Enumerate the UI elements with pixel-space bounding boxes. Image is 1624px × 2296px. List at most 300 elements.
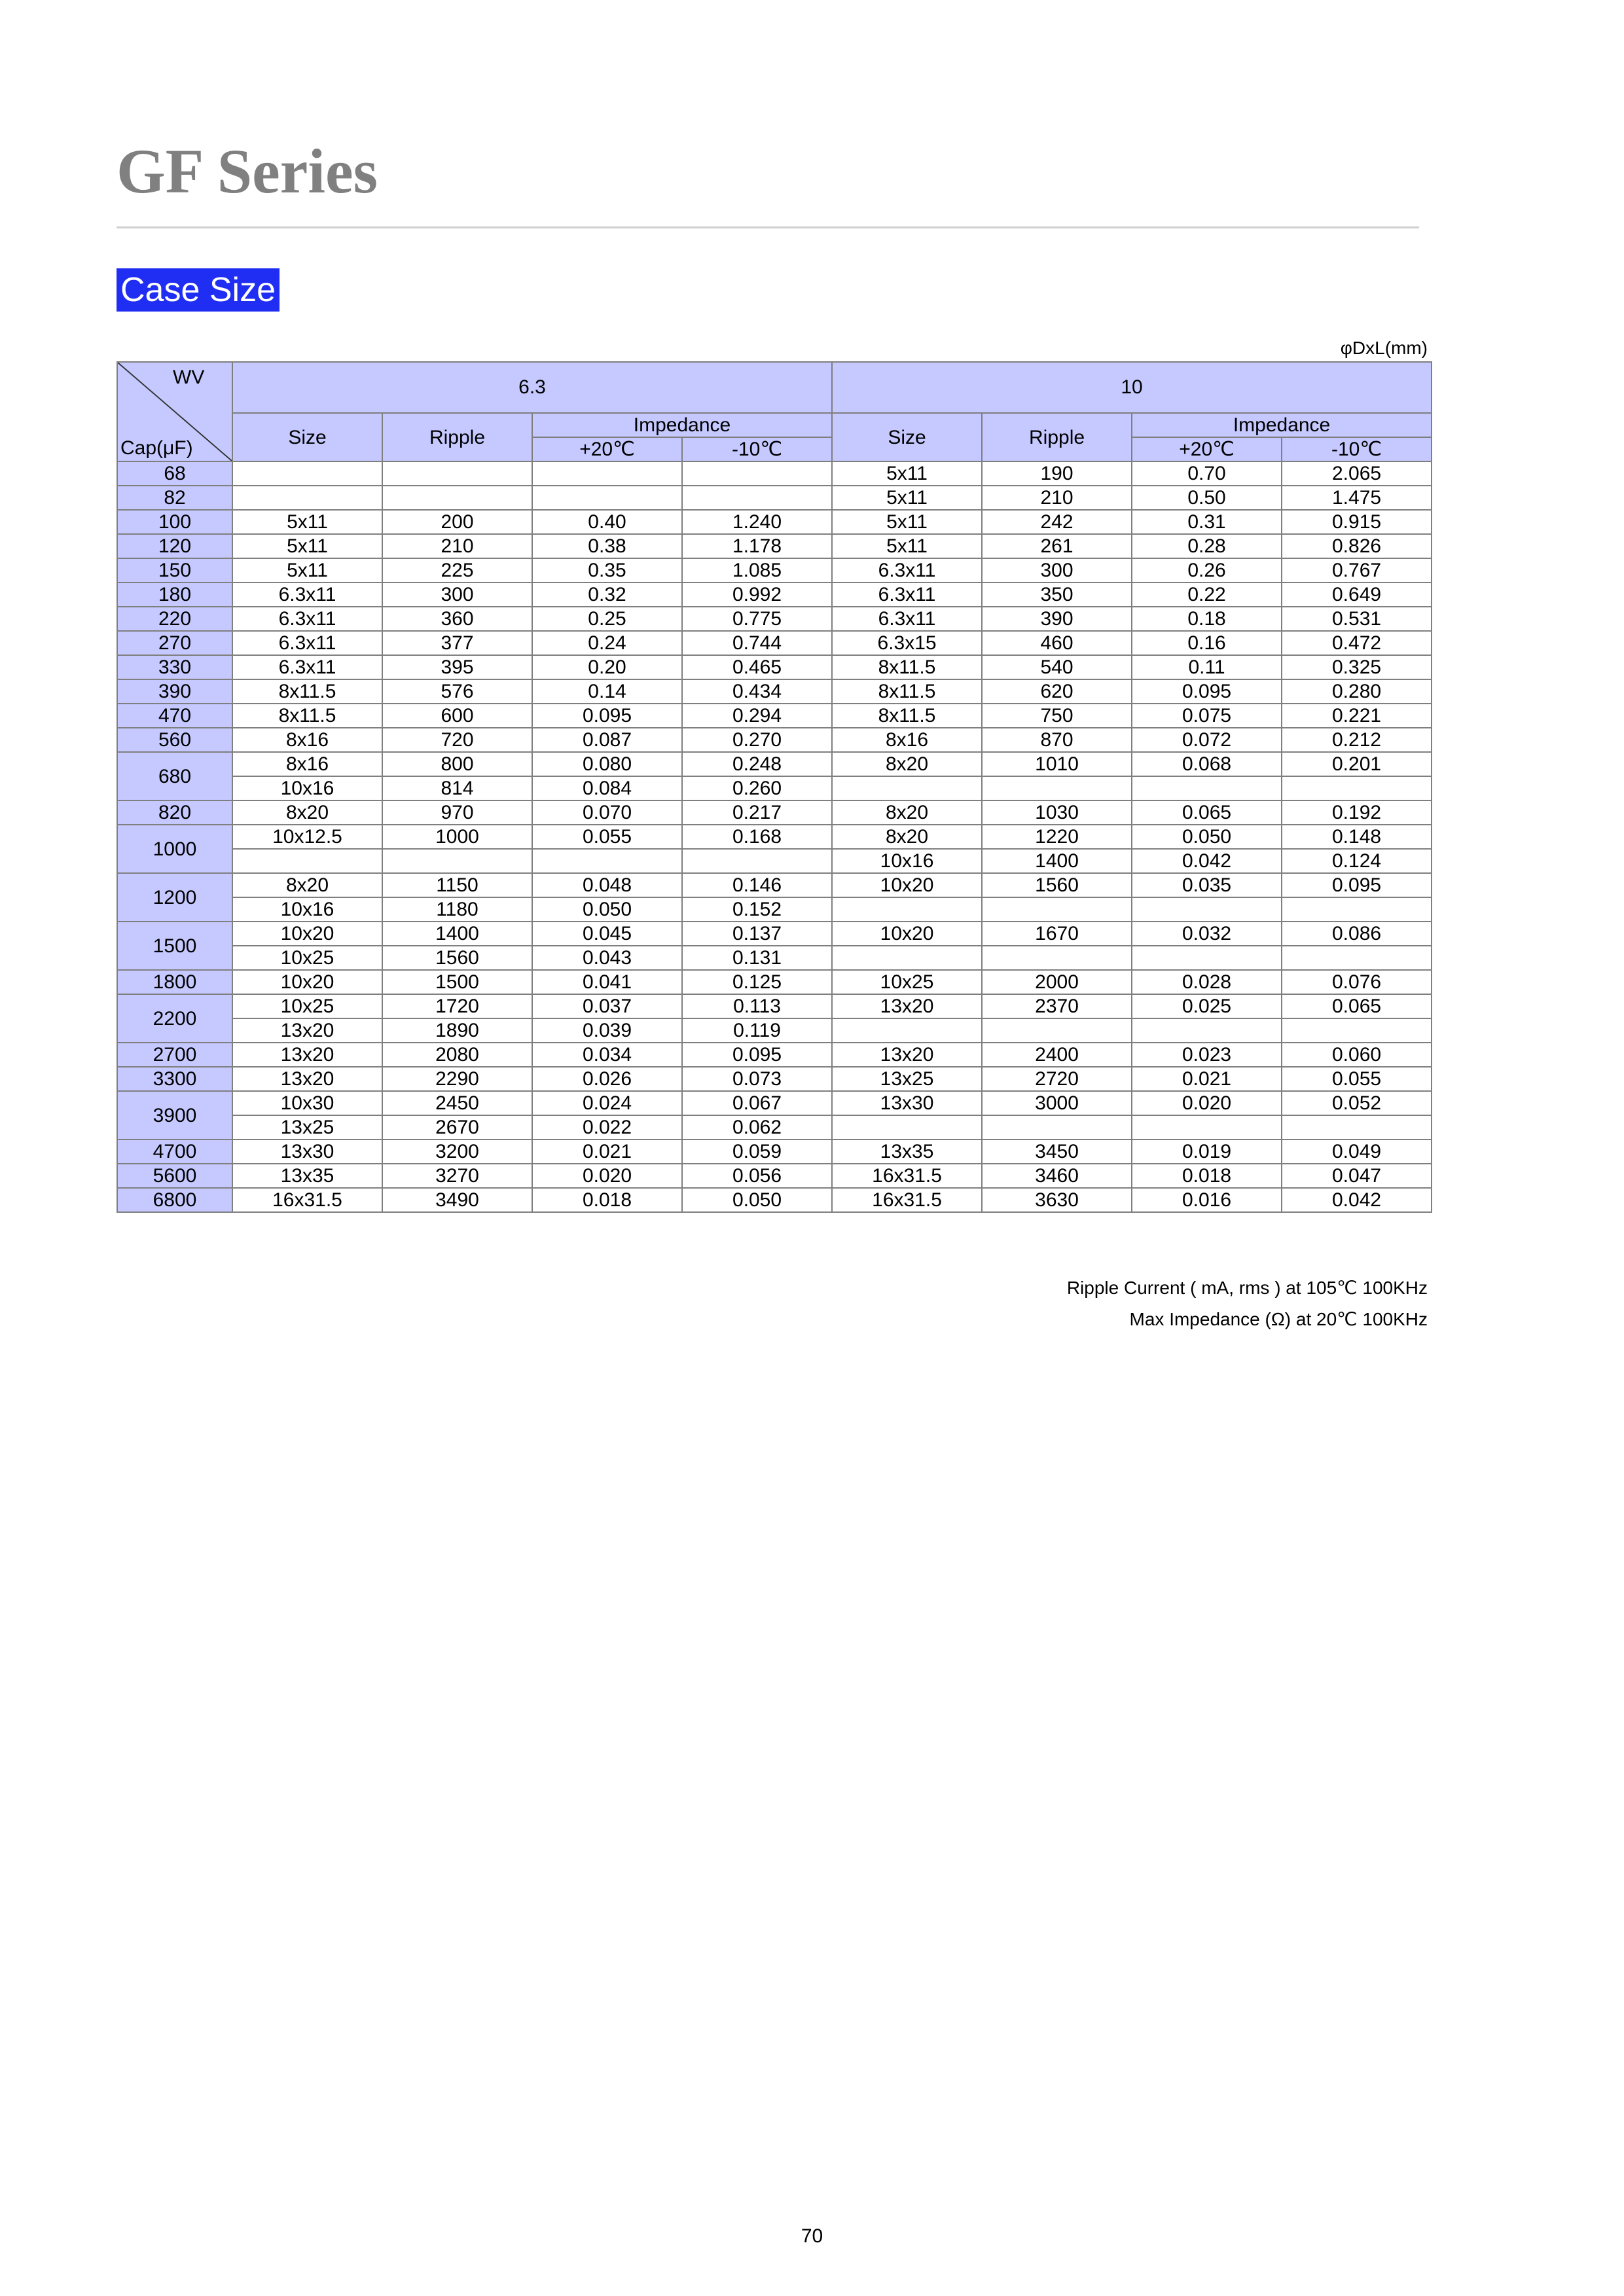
size-cell: 6.3x11 [832, 558, 982, 583]
size-cell: 10x20 [832, 922, 982, 946]
ripple-cell: 3630 [982, 1188, 1132, 1212]
impedance-plus20-cell [1132, 776, 1282, 800]
impedance-plus20-cell: 0.023 [1132, 1043, 1282, 1067]
size-cell: 10x16 [832, 849, 982, 873]
ripple-cell: 970 [382, 800, 532, 825]
size-cell: 13x30 [832, 1091, 982, 1115]
ripple-cell: 1890 [382, 1018, 532, 1043]
impedance-plus20-cell: 0.065 [1132, 800, 1282, 825]
cap-value-cell: 680 [117, 752, 232, 800]
size-cell [232, 486, 382, 510]
ripple-cell: 3000 [982, 1091, 1132, 1115]
impedance-plus20-cell: 0.087 [532, 728, 682, 752]
impedance-minus10-cell: 0.050 [682, 1188, 832, 1212]
impedance-plus20-cell: 0.037 [532, 994, 682, 1018]
size-cell: 10x30 [232, 1091, 382, 1115]
impedance-plus20-cell: 0.70 [1132, 461, 1282, 486]
impedance-minus10-cell: 0.047 [1282, 1164, 1432, 1188]
impedance-minus10-cell: 0.124 [1282, 849, 1432, 873]
ripple-cell [982, 776, 1132, 800]
impedance-plus20-cell: 0.32 [532, 583, 682, 607]
impedance-minus10-cell: 0.113 [682, 994, 832, 1018]
size-cell: 10x25 [232, 994, 382, 1018]
ripple-cell: 750 [982, 704, 1132, 728]
impedance-plus20-cell: 0.045 [532, 922, 682, 946]
impedance-minus10-cell [1282, 897, 1432, 922]
cap-value-cell: 150 [117, 558, 232, 583]
impedance-plus20-cell [1132, 1115, 1282, 1139]
table-row [117, 897, 1432, 922]
impedance-minus10-cell: 0.062 [682, 1115, 832, 1139]
voltage-group-10: 10 [832, 362, 1432, 413]
size-cell: 5x11 [232, 510, 382, 534]
ripple-cell: 2720 [982, 1067, 1132, 1091]
ripple-cell: 350 [982, 583, 1132, 607]
table-row [117, 461, 1432, 486]
impedance-minus10-cell: 0.059 [682, 1139, 832, 1164]
cap-value-cell: 100 [117, 510, 232, 534]
cap-value-cell: 180 [117, 583, 232, 607]
impedance-plus20-cell: 0.039 [532, 1018, 682, 1043]
size-cell: 6.3x11 [232, 631, 382, 655]
section-heading: Case Size [117, 268, 280, 312]
size-cell: 6.3x11 [832, 583, 982, 607]
size-cell: 13x20 [232, 1067, 382, 1091]
ripple-cell [982, 897, 1132, 922]
ripple-cell: 2400 [982, 1043, 1132, 1067]
size-cell [232, 849, 382, 873]
table-row [117, 558, 1432, 583]
impedance-minus10-cell: 0.260 [682, 776, 832, 800]
size-cell: 10x20 [232, 970, 382, 994]
ripple-cell: 1220 [982, 825, 1132, 849]
ripple-cell: 3460 [982, 1164, 1132, 1188]
impedance-plus20-cell: 0.055 [532, 825, 682, 849]
impedance-minus10-cell: 0.042 [1282, 1188, 1432, 1212]
cap-value-cell: 270 [117, 631, 232, 655]
ripple-cell: 2370 [982, 994, 1132, 1018]
impedance-minus10-cell: 0.217 [682, 800, 832, 825]
impedance-plus20-cell: 0.25 [532, 607, 682, 631]
ripple-cell [982, 1018, 1132, 1043]
ripple-cell: 460 [982, 631, 1132, 655]
impedance-minus10-cell: 1.475 [1282, 486, 1432, 510]
impedance-plus20-cell: 0.018 [1132, 1164, 1282, 1188]
col-temp-plus-20: +20℃ [532, 437, 682, 461]
size-cell: 13x20 [832, 994, 982, 1018]
impedance-plus20-cell: 0.084 [532, 776, 682, 800]
ripple-cell: 1400 [982, 849, 1132, 873]
table-row [117, 994, 1432, 1018]
impedance-plus20-cell: 0.24 [532, 631, 682, 655]
ripple-cell: 576 [382, 679, 532, 704]
col-impedance: Impedance [1132, 413, 1432, 437]
cap-value-cell: 1000 [117, 825, 232, 873]
cap-value-cell: 1500 [117, 922, 232, 970]
wv-cap-corner-header [117, 362, 232, 461]
ripple-cell: 1720 [382, 994, 532, 1018]
footnote-impedance: Max Impedance (Ω) at 20℃ 100KHz [1129, 1309, 1428, 1329]
impedance-minus10-cell: 0.192 [1282, 800, 1432, 825]
table-row [117, 946, 1432, 970]
impedance-minus10-cell: 0.325 [1282, 655, 1432, 679]
ripple-cell: 360 [382, 607, 532, 631]
impedance-minus10-cell: 0.168 [682, 825, 832, 849]
impedance-minus10-cell: 0.152 [682, 897, 832, 922]
ripple-cell [982, 1115, 1132, 1139]
impedance-plus20-cell: 0.025 [1132, 994, 1282, 1018]
impedance-minus10-cell: 0.248 [682, 752, 832, 776]
table-row [117, 1043, 1432, 1067]
size-cell: 8x11.5 [832, 704, 982, 728]
cap-value-cell: 330 [117, 655, 232, 679]
impedance-plus20-cell: 0.095 [1132, 679, 1282, 704]
size-cell: 10x20 [232, 922, 382, 946]
table-row [117, 1115, 1432, 1139]
ripple-cell: 720 [382, 728, 532, 752]
ripple-cell: 1000 [382, 825, 532, 849]
table-row [117, 486, 1432, 510]
size-cell: 10x12.5 [232, 825, 382, 849]
ripple-cell: 540 [982, 655, 1132, 679]
size-cell [832, 1115, 982, 1139]
size-cell: 10x16 [232, 776, 382, 800]
impedance-minus10-cell: 1.178 [682, 534, 832, 558]
wv-label: WV [173, 367, 205, 388]
size-cell: 6.3x11 [832, 607, 982, 631]
ripple-cell: 1500 [382, 970, 532, 994]
ripple-cell: 377 [382, 631, 532, 655]
units-label: φDxL(mm) [1340, 338, 1428, 358]
impedance-plus20-cell: 0.075 [1132, 704, 1282, 728]
table-row [117, 655, 1432, 679]
impedance-plus20-cell: 0.35 [532, 558, 682, 583]
cap-value-cell: 68 [117, 461, 232, 486]
impedance-plus20-cell: 0.40 [532, 510, 682, 534]
table-row [117, 800, 1432, 825]
voltage-group-6.3: 6.3 [232, 362, 832, 413]
size-cell: 5x11 [832, 461, 982, 486]
size-cell: 8x16 [832, 728, 982, 752]
ripple-cell: 300 [382, 583, 532, 607]
impedance-minus10-cell: 0.065 [1282, 994, 1432, 1018]
size-cell: 10x20 [832, 873, 982, 897]
size-cell [832, 897, 982, 922]
size-cell: 6.3x11 [232, 607, 382, 631]
size-cell: 10x16 [232, 897, 382, 922]
cap-value-cell: 220 [117, 607, 232, 631]
impedance-plus20-cell: 0.18 [1132, 607, 1282, 631]
impedance-minus10-cell: 2.065 [1282, 461, 1432, 486]
impedance-minus10-cell [682, 849, 832, 873]
size-cell: 16x31.5 [832, 1188, 982, 1212]
impedance-plus20-cell: 0.070 [532, 800, 682, 825]
impedance-minus10-cell: 0.649 [1282, 583, 1432, 607]
impedance-minus10-cell: 0.076 [1282, 970, 1432, 994]
table-row [117, 825, 1432, 849]
size-cell: 13x20 [232, 1018, 382, 1043]
impedance-plus20-cell: 0.016 [1132, 1188, 1282, 1212]
footnotes [1067, 1272, 1428, 1335]
ripple-cell: 3450 [982, 1139, 1132, 1164]
impedance-plus20-cell: 0.028 [1132, 970, 1282, 994]
impedance-plus20-cell: 0.31 [1132, 510, 1282, 534]
size-cell: 5x11 [232, 534, 382, 558]
table-row [117, 607, 1432, 631]
impedance-minus10-cell: 0.915 [1282, 510, 1432, 534]
table-row [117, 849, 1432, 873]
impedance-plus20-cell: 0.095 [532, 704, 682, 728]
size-cell: 5x11 [832, 534, 982, 558]
impedance-minus10-cell: 0.270 [682, 728, 832, 752]
table-row [117, 1018, 1432, 1043]
ripple-cell: 2290 [382, 1067, 532, 1091]
impedance-plus20-cell: 0.034 [532, 1043, 682, 1067]
impedance-minus10-cell: 0.119 [682, 1018, 832, 1043]
ripple-cell: 390 [982, 607, 1132, 631]
ripple-cell: 242 [982, 510, 1132, 534]
table-row [117, 583, 1432, 607]
ripple-cell: 3270 [382, 1164, 532, 1188]
impedance-plus20-cell [1132, 897, 1282, 922]
impedance-plus20-cell: 0.021 [1132, 1067, 1282, 1091]
size-cell: 13x20 [232, 1043, 382, 1067]
ripple-cell: 261 [982, 534, 1132, 558]
impedance-minus10-cell: 1.085 [682, 558, 832, 583]
impedance-plus20-cell: 0.032 [1132, 922, 1282, 946]
impedance-plus20-cell: 0.26 [1132, 558, 1282, 583]
impedance-minus10-cell: 0.067 [682, 1091, 832, 1115]
table-row [117, 704, 1432, 728]
ripple-cell: 1180 [382, 897, 532, 922]
size-cell: 13x25 [832, 1067, 982, 1091]
table-row [117, 631, 1432, 655]
cap-value-cell: 2700 [117, 1043, 232, 1067]
impedance-plus20-cell [1132, 946, 1282, 970]
impedance-plus20-cell: 0.026 [532, 1067, 682, 1091]
size-cell: 13x30 [232, 1139, 382, 1164]
table-row [117, 1067, 1432, 1091]
ripple-cell: 1150 [382, 873, 532, 897]
size-cell: 10x25 [832, 970, 982, 994]
ripple-cell: 225 [382, 558, 532, 583]
cap-value-cell: 3300 [117, 1067, 232, 1091]
ripple-cell: 300 [982, 558, 1132, 583]
impedance-plus20-cell: 0.041 [532, 970, 682, 994]
size-cell: 8x20 [832, 752, 982, 776]
impedance-minus10-cell: 0.055 [1282, 1067, 1432, 1091]
col-temp-minus-10: -10℃ [682, 437, 832, 461]
table-row [117, 1188, 1432, 1212]
col-ripple: Ripple [982, 413, 1132, 461]
cap-value-cell: 3900 [117, 1091, 232, 1139]
impedance-plus20-cell: 0.035 [1132, 873, 1282, 897]
impedance-minus10-cell: 0.049 [1282, 1139, 1432, 1164]
size-cell: 8x20 [832, 825, 982, 849]
cap-value-cell: 82 [117, 486, 232, 510]
impedance-minus10-cell: 0.294 [682, 704, 832, 728]
impedance-minus10-cell: 0.472 [1282, 631, 1432, 655]
size-cell: 13x35 [832, 1139, 982, 1164]
impedance-plus20-cell: 0.050 [1132, 825, 1282, 849]
impedance-plus20-cell: 0.14 [532, 679, 682, 704]
impedance-minus10-cell: 0.201 [1282, 752, 1432, 776]
impedance-minus10-cell: 0.826 [1282, 534, 1432, 558]
size-cell: 6.3x11 [232, 655, 382, 679]
table-row [117, 970, 1432, 994]
col-ripple: Ripple [382, 413, 532, 461]
impedance-minus10-cell: 0.086 [1282, 922, 1432, 946]
impedance-minus10-cell: 0.052 [1282, 1091, 1432, 1115]
impedance-minus10-cell [1282, 1115, 1432, 1139]
impedance-plus20-cell [532, 461, 682, 486]
ripple-cell [382, 461, 532, 486]
impedance-plus20-cell: 0.16 [1132, 631, 1282, 655]
impedance-minus10-cell: 0.095 [682, 1043, 832, 1067]
size-cell: 8x11.5 [832, 679, 982, 704]
ripple-cell: 3490 [382, 1188, 532, 1212]
impedance-plus20-cell: 0.022 [532, 1115, 682, 1139]
ripple-cell [382, 486, 532, 510]
ripple-cell: 2000 [982, 970, 1132, 994]
size-cell [832, 1018, 982, 1043]
impedance-minus10-cell: 0.744 [682, 631, 832, 655]
table-row [117, 922, 1432, 946]
case-size-table [117, 361, 1432, 1213]
cap-label: Cap(μF) [120, 437, 193, 459]
size-cell: 10x25 [232, 946, 382, 970]
size-cell [832, 776, 982, 800]
table-row [117, 1091, 1432, 1115]
cap-value-cell: 390 [117, 679, 232, 704]
impedance-minus10-cell: 0.131 [682, 946, 832, 970]
impedance-plus20-cell: 0.11 [1132, 655, 1282, 679]
impedance-plus20-cell [532, 486, 682, 510]
table-row [117, 534, 1432, 558]
size-cell: 5x11 [832, 510, 982, 534]
size-cell: 5x11 [832, 486, 982, 510]
size-cell: 8x11.5 [832, 655, 982, 679]
table-row [117, 752, 1432, 776]
impedance-minus10-cell: 0.056 [682, 1164, 832, 1188]
impedance-minus10-cell: 0.095 [1282, 873, 1432, 897]
cap-value-cell: 5600 [117, 1164, 232, 1188]
impedance-plus20-cell: 0.38 [532, 534, 682, 558]
size-cell: 8x20 [232, 800, 382, 825]
ripple-cell: 200 [382, 510, 532, 534]
size-cell: 13x25 [232, 1115, 382, 1139]
ripple-cell: 620 [982, 679, 1132, 704]
impedance-plus20-cell: 0.22 [1132, 583, 1282, 607]
size-cell: 8x11.5 [232, 704, 382, 728]
impedance-minus10-cell [682, 461, 832, 486]
impedance-minus10-cell: 0.146 [682, 873, 832, 897]
impedance-minus10-cell: 0.073 [682, 1067, 832, 1091]
cap-value-cell: 560 [117, 728, 232, 752]
col-size: Size [832, 413, 982, 461]
ripple-cell: 1010 [982, 752, 1132, 776]
impedance-plus20-cell: 0.020 [1132, 1091, 1282, 1115]
impedance-minus10-cell: 0.212 [1282, 728, 1432, 752]
ripple-cell: 210 [982, 486, 1132, 510]
impedance-minus10-cell: 0.280 [1282, 679, 1432, 704]
ripple-cell: 814 [382, 776, 532, 800]
impedance-minus10-cell: 1.240 [682, 510, 832, 534]
col-temp-plus-20: +20℃ [1132, 437, 1282, 461]
col-impedance: Impedance [532, 413, 832, 437]
impedance-minus10-cell: 0.125 [682, 970, 832, 994]
impedance-minus10-cell: 0.992 [682, 583, 832, 607]
table-row [117, 1164, 1432, 1188]
impedance-minus10-cell [1282, 776, 1432, 800]
impedance-minus10-cell: 0.767 [1282, 558, 1432, 583]
cap-value-cell: 1200 [117, 873, 232, 922]
ripple-cell: 210 [382, 534, 532, 558]
impedance-minus10-cell [682, 486, 832, 510]
impedance-plus20-cell: 0.043 [532, 946, 682, 970]
table-row [117, 728, 1432, 752]
impedance-minus10-cell: 0.465 [682, 655, 832, 679]
impedance-plus20-cell: 0.042 [1132, 849, 1282, 873]
table-row [117, 679, 1432, 704]
impedance-minus10-cell: 0.531 [1282, 607, 1432, 631]
ripple-cell: 600 [382, 704, 532, 728]
impedance-plus20-cell: 0.021 [532, 1139, 682, 1164]
page-number: 70 [801, 2225, 823, 2247]
impedance-plus20-cell: 0.080 [532, 752, 682, 776]
ripple-cell: 2080 [382, 1043, 532, 1067]
cap-value-cell: 6800 [117, 1188, 232, 1212]
cap-value-cell: 2200 [117, 994, 232, 1043]
size-cell: 8x20 [232, 873, 382, 897]
cap-value-cell: 1800 [117, 970, 232, 994]
size-cell [832, 946, 982, 970]
ripple-cell: 1400 [382, 922, 532, 946]
impedance-plus20-cell: 0.072 [1132, 728, 1282, 752]
impedance-minus10-cell: 0.137 [682, 922, 832, 946]
impedance-plus20-cell [1132, 1018, 1282, 1043]
ripple-cell: 1560 [382, 946, 532, 970]
col-temp-minus-10: -10℃ [1282, 437, 1432, 461]
table-row [117, 510, 1432, 534]
title-divider [117, 226, 1419, 228]
impedance-plus20-cell: 0.048 [532, 873, 682, 897]
size-cell: 5x11 [232, 558, 382, 583]
impedance-minus10-cell: 0.148 [1282, 825, 1432, 849]
col-size: Size [232, 413, 382, 461]
impedance-plus20-cell: 0.024 [532, 1091, 682, 1115]
cap-value-cell: 470 [117, 704, 232, 728]
ripple-cell: 3200 [382, 1139, 532, 1164]
impedance-plus20-cell: 0.28 [1132, 534, 1282, 558]
cap-value-cell: 120 [117, 534, 232, 558]
impedance-plus20-cell: 0.020 [532, 1164, 682, 1188]
impedance-minus10-cell: 0.060 [1282, 1043, 1432, 1067]
impedance-plus20-cell: 0.019 [1132, 1139, 1282, 1164]
footnote-ripple: Ripple Current ( mA, rms ) at 105℃ 100KHz [1066, 1278, 1428, 1298]
impedance-minus10-cell: 0.221 [1282, 704, 1432, 728]
ripple-cell: 870 [982, 728, 1132, 752]
ripple-cell [982, 946, 1132, 970]
size-cell: 6.3x15 [832, 631, 982, 655]
ripple-cell: 395 [382, 655, 532, 679]
ripple-cell: 1560 [982, 873, 1132, 897]
ripple-cell: 2670 [382, 1115, 532, 1139]
impedance-minus10-cell: 0.434 [682, 679, 832, 704]
size-cell: 8x20 [832, 800, 982, 825]
size-cell [232, 461, 382, 486]
table-body [117, 461, 1432, 1212]
